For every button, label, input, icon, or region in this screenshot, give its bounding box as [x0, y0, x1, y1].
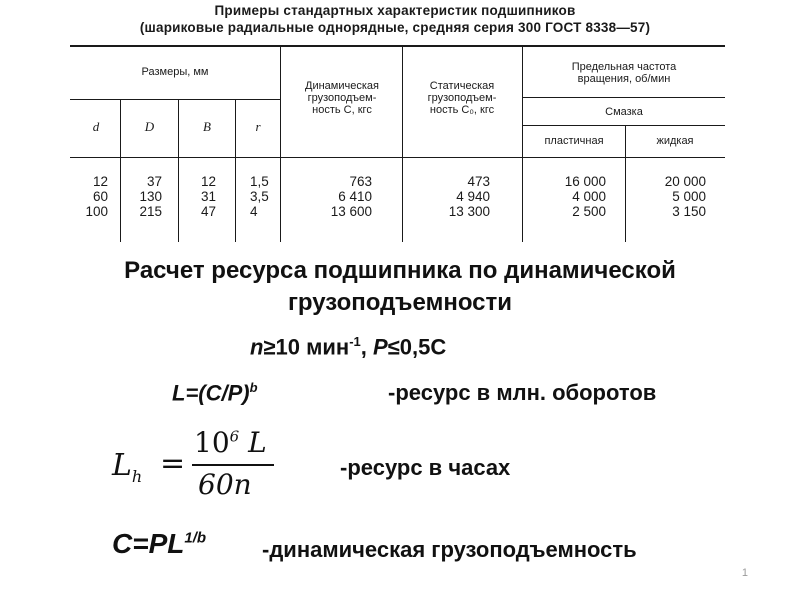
cell-B-1: 12 — [200, 174, 216, 189]
vrule-sizes — [280, 47, 281, 242]
header-col-r: r — [255, 119, 261, 134]
cell-C-2: 6 410 — [338, 189, 372, 204]
capacity-formula-description: -динамическая грузоподъемность — [262, 537, 637, 562]
column-liquid-values — [642, 174, 706, 219]
resource-formula-description: -ресурс в млн. оборотов — [388, 380, 657, 405]
header-plastic: пластичная — [544, 135, 604, 147]
header-lubrication: Смазка — [605, 106, 643, 118]
cell-d-3: 100 — [85, 204, 108, 219]
capacity-formula: $C=PL^{1/b}$ — [112, 528, 207, 559]
header-liquid: жидкая — [656, 135, 694, 147]
column-plastic-values — [540, 174, 606, 219]
header-col-d: d — [92, 119, 100, 134]
slide-heading-line1: Расчет ресурса подшипника по динамической — [124, 257, 676, 284]
resource-formula: $L=(C/P)^b$ — [172, 380, 258, 406]
cell-r-2: 3,5 — [250, 189, 269, 204]
lubrication-divider — [522, 125, 725, 126]
cell-B-3: 47 — [200, 204, 216, 219]
cell-C0-1: 473 — [467, 174, 490, 189]
table-title-line1: Примеры стандартных характеристик подшипников — [214, 3, 576, 18]
sizes-divider — [70, 99, 280, 100]
cell-C0-3: 13 300 — [448, 204, 490, 219]
hours-formula: $L_h$ = $10^6$ L 60n — [112, 428, 272, 508]
cell-B-2: 31 — [200, 189, 216, 204]
cell-C-3: 13 600 — [330, 204, 372, 219]
cell-d-2: 60 — [92, 189, 108, 204]
column-C0-values — [428, 174, 490, 219]
cell-C-1: 763 — [349, 174, 372, 189]
column-D-values — [126, 174, 162, 219]
speed-divider — [522, 97, 725, 98]
cell-plastic-3: 2 500 — [572, 204, 606, 219]
cell-liquid-1: 20 000 — [664, 174, 706, 189]
cell-D-1: 37 — [146, 174, 162, 189]
header-bottom-rule — [70, 157, 725, 158]
header-static: Статическая грузоподъем- ность C₀, кгс — [427, 80, 497, 116]
cell-r-3: 4 — [250, 204, 258, 219]
header-col-B: B — [203, 119, 211, 134]
cell-liquid-3: 3 150 — [672, 204, 706, 219]
table-title-line2: (шариковые радиальные однорядные, средняя серия 300 ГОСТ 8338—57) — [139, 20, 651, 35]
cell-plastic-1: 16 000 — [564, 174, 606, 189]
vrule-static — [522, 47, 523, 242]
column-r-values — [250, 174, 280, 219]
slide-heading-line2: грузоподъемности — [287, 289, 513, 316]
column-C-values — [310, 174, 372, 219]
cell-plastic-2: 4 000 — [572, 189, 606, 204]
table-top-rule — [70, 45, 725, 47]
vrule-dynamic — [402, 47, 403, 242]
fraction-bar — [192, 464, 274, 466]
slide-number: 1 — [741, 567, 748, 579]
column-B-values — [188, 174, 216, 219]
column-d-values — [76, 174, 108, 219]
cell-r-1: 1,5 — [250, 174, 269, 189]
cell-C0-2: 4 940 — [456, 189, 490, 204]
cell-liquid-2: 5 000 — [672, 189, 706, 204]
cell-d-1: 12 — [92, 174, 108, 189]
condition-formula: n≥10 мин$^{-1}$, P≤0,5C — [250, 334, 447, 360]
header-sizes: Размеры, мм — [141, 66, 209, 78]
hours-formula-description: -ресурс в часах — [340, 455, 511, 480]
header-speed: Предельная частота вращения, об/мин — [571, 61, 677, 85]
header-dynamic: Динамическая грузоподъем- ность C, кгс — [305, 80, 379, 116]
header-col-D: D — [144, 119, 155, 134]
cell-D-3: 215 — [139, 204, 162, 219]
cell-D-2: 130 — [139, 189, 162, 204]
